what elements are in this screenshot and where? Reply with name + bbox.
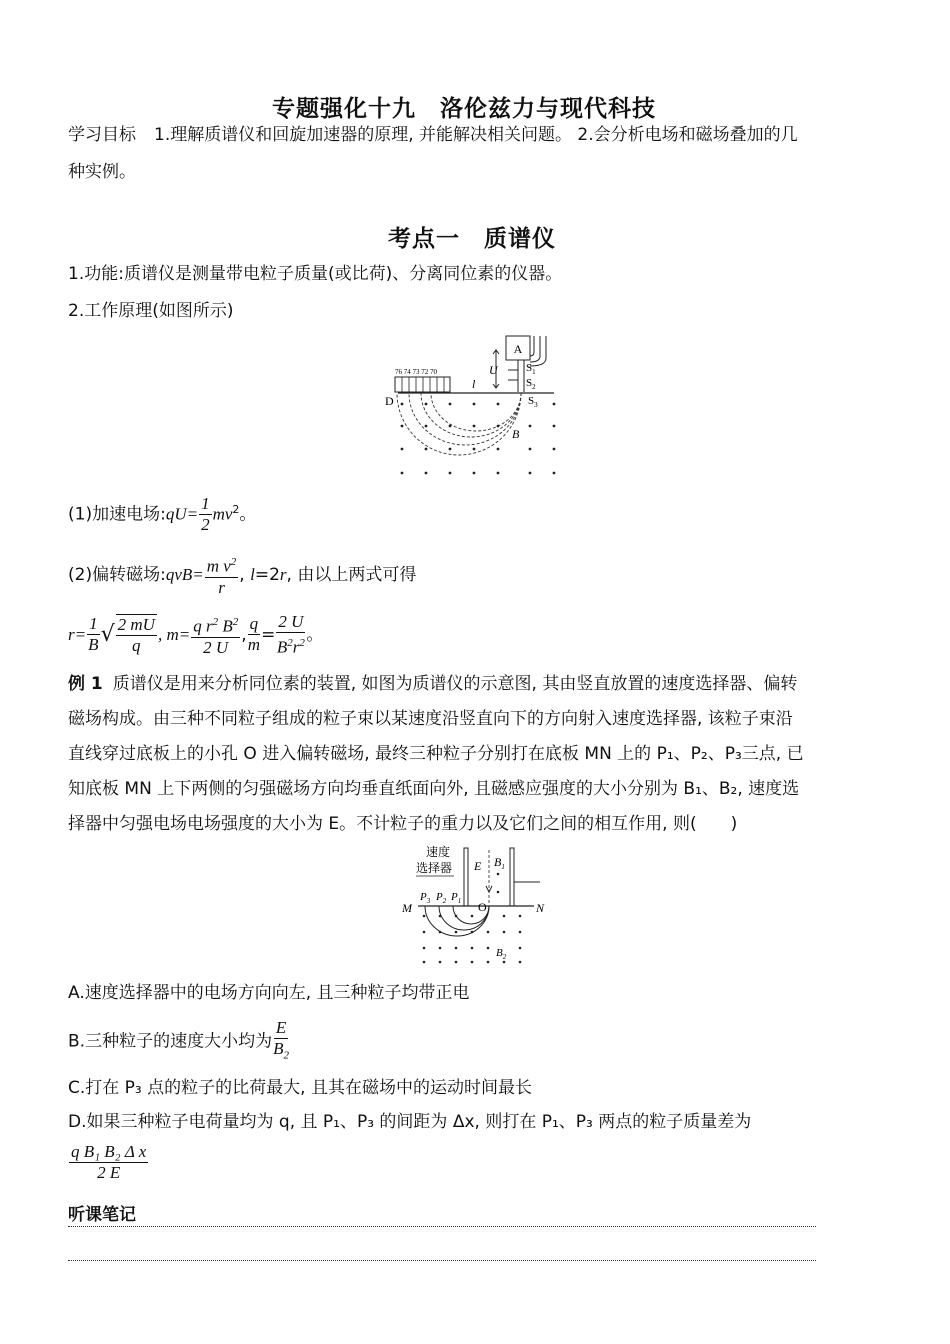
notes-line-2[interactable]	[68, 1260, 816, 1261]
label-s1: $S_1$	[526, 362, 536, 376]
option-c: C.打在 P₃ 点的粒子的比荷最大, 且其在磁场中的运动时间最长	[68, 1078, 532, 1098]
selector-dot	[497, 873, 500, 876]
option-b: B.三种粒子的速度大小均为 $\frac{E}{B_2}$	[68, 1018, 290, 1065]
scale-ticks	[402, 377, 444, 392]
selector-plate-left	[464, 848, 468, 906]
label-b1: $B_1$	[494, 855, 505, 871]
label-a: A	[513, 342, 523, 356]
eq2-fraction: $\frac{m v^2}{r}$	[205, 552, 239, 598]
example-line-5: 择器中匀强电场电场强度的大小为 E。不计粒子的重力以及它们之间的相互作用, 则( )	[68, 814, 738, 834]
option-b-fraction: $\frac{E}{B_2}$	[273, 1018, 289, 1062]
feed-tubes	[530, 336, 546, 366]
label-e: E	[474, 859, 482, 873]
label-n: N	[536, 901, 545, 915]
section-title: 考点一 质谱仪	[388, 226, 556, 252]
goals-line-1	[68, 125, 798, 145]
option-a: A.速度选择器中的电场方向向左, 且三种粒子均带正电	[68, 983, 470, 1003]
option-d-fraction: $\frac{\text{q B₁ B₂ Δ x}}{2 E}$	[71, 1142, 147, 1182]
label-p2: $P_2$	[436, 891, 447, 905]
notes-line-1[interactable]	[68, 1226, 816, 1227]
equation-deflect: (2)偏转磁场:qvB= $\frac{m v^2}{r}$ , l=2r, 由以上两式可得	[68, 552, 416, 598]
label-p1: $P_1$	[451, 891, 462, 905]
point-1: 1.功能:质谱仪是测量带电粒子质量(或比荷)、分离同位素的仪器。	[68, 264, 563, 284]
label-speed: 速度	[426, 845, 451, 859]
trajectory-4	[431, 393, 521, 431]
label-o: O	[478, 900, 487, 914]
velocity-selector-figure	[398, 842, 558, 968]
scale-label: 76 74 73 72 70	[395, 368, 437, 376]
example-line-2: 磁场构成。由三种不同粒子组成的粒子束以某速度沿竖直向下的方向射入速度选择器, 该粒子束沿	[68, 709, 793, 729]
goals-text-1: 1.理解质谱仪和回旋加速器的原理, 并能解决相关问题。 2.会分析电场和磁场叠加的几	[154, 125, 798, 145]
mass-spectrometer-figure	[384, 334, 574, 484]
label-b: B	[512, 427, 520, 441]
example-line-1: 例 1 质谱仪是用来分析同位素的装置, 如图为质谱仪的示意图, 其由竖直放置的速度选择器、偏转	[68, 674, 798, 694]
page-title: 专题强化十九 洛伦兹力与现代科技	[272, 96, 656, 122]
magnetic-field-dots	[401, 403, 556, 475]
label-d: D	[385, 394, 394, 408]
label-l: l	[472, 377, 476, 391]
eq1-fraction: $\frac{1}{2}$	[201, 494, 210, 534]
eq2-lhs: qvB=	[165, 564, 204, 584]
selector-plate-right	[510, 848, 514, 906]
goals-label: 学习目标	[68, 125, 136, 145]
label-u: U	[489, 363, 498, 377]
sqrt-sign: √	[100, 621, 115, 647]
label-s2: $S_2$	[526, 377, 536, 391]
equation-results: r= $\frac{1}{B}$ √ $\frac{2 mU}{q}$ , m= $\frac{q r^2 B^2}{2 U}$ , $\frac{q}{m}$ = $\frac{2 U}{B^2r^2}$ 。	[68, 612, 324, 657]
equation-accel: (1)加速电场:qU= $\frac{1}{2}$ $mv^2$。	[68, 494, 257, 534]
eq1-prefix: (1)加速电场:	[68, 504, 166, 525]
label-s3: $S_3$	[528, 395, 538, 409]
label-m: M	[402, 901, 412, 915]
scale-box	[395, 377, 450, 392]
option-d: D.如果三种粒子电荷量均为 q, 且 P₁、P₃ 的间距为 Δx, 则打在 P₁、P₃ 两点的粒子质量差为	[68, 1112, 752, 1132]
point-2: 2.工作原理(如图所示)	[68, 301, 234, 321]
label-p3: $P_3$	[420, 891, 431, 905]
eq2-prefix: (2)偏转磁场:	[68, 564, 166, 585]
eq1-rhs: mv	[212, 504, 233, 524]
trajectory-2	[409, 393, 521, 445]
label-selector: 选择器	[416, 861, 453, 875]
selector-dot	[497, 891, 500, 894]
notes-label: 听课笔记	[68, 1205, 136, 1225]
label-b2: $B_2$	[496, 947, 507, 961]
example-label: 例 1	[68, 674, 103, 694]
example-line-3: 直线穿过底板上的小孔 O 进入偏转磁场, 最终三种粒子分别打在底板 MN 上的 P₁、P₂、P₃三点, 已	[68, 744, 804, 764]
eq1-lhs: qU=	[165, 504, 199, 524]
example-line-4: 知底板 MN 上下两侧的匀强磁场方向均垂直纸面向外, 且磁感应强度的大小分别为 B₁、B₂, 速度选	[68, 779, 800, 799]
goals-line-2: 种实例。	[68, 162, 136, 182]
b2-field-dots	[423, 915, 522, 964]
